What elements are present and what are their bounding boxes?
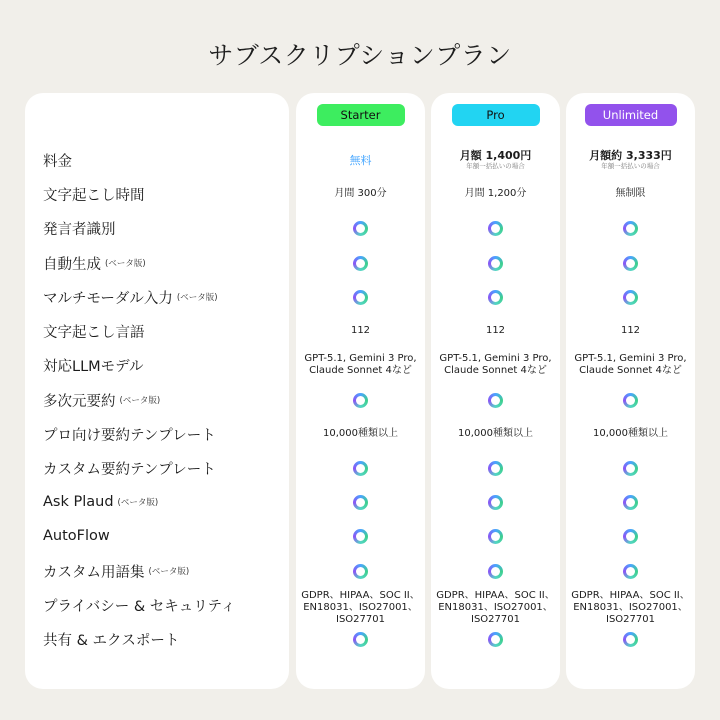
cell-custom-templates — [431, 451, 560, 485]
cell-multimodal-input — [566, 280, 695, 314]
plan-badge-unlimited: Unlimited — [585, 104, 677, 126]
row-label-autoflow — [43, 519, 114, 553]
check-icon — [353, 632, 368, 647]
cell-share-export — [296, 622, 425, 656]
row-label-share-export — [43, 622, 183, 656]
price-text: 月額 1,400円 — [459, 149, 532, 162]
security-line: GDPR、HIPAA、SOC II、 — [436, 590, 555, 601]
cell-languages — [431, 314, 560, 348]
price-text: 無料 — [349, 154, 372, 167]
check-icon — [488, 461, 503, 476]
cell-price — [566, 143, 695, 177]
row-label-text: 文字起こし言語 — [43, 324, 145, 341]
check-icon — [623, 495, 638, 510]
check-icon — [488, 221, 503, 236]
row-label-note: (ベータ版) — [119, 396, 161, 406]
check-icon — [623, 529, 638, 544]
row-label-multimodal-input — [43, 280, 218, 314]
check-icon — [353, 529, 368, 544]
cell-auto-generation — [431, 246, 560, 280]
page-title: サブスクリプションプラン — [208, 41, 512, 70]
security-line: ISO27701 — [471, 614, 520, 625]
cell-multi-dim-summary — [431, 383, 560, 417]
check-icon — [488, 564, 503, 579]
cell-ask-plaud — [431, 485, 560, 519]
row-label-text: 自動生成 — [43, 256, 101, 273]
row-label-text: Ask Plaud — [43, 494, 114, 510]
cell-auto-generation — [296, 246, 425, 280]
cell-price — [296, 143, 425, 177]
security-line: ISO27701 — [336, 614, 385, 625]
check-icon — [353, 564, 368, 579]
cell-multimodal-input — [296, 280, 425, 314]
row-label-transcription-languages — [43, 314, 149, 348]
plan-badge-pro: Pro — [452, 104, 540, 126]
check-icon — [623, 221, 638, 236]
price-note: 年額一括払いの場合 — [601, 162, 660, 170]
security-line: EN18031、ISO27001、 — [438, 602, 553, 613]
cell-ask-plaud — [566, 485, 695, 519]
check-icon — [623, 393, 638, 408]
security-line: EN18031、ISO27001、 — [303, 602, 418, 613]
row-label-multi-dim-summary — [43, 383, 160, 417]
check-icon — [488, 529, 503, 544]
row-label-text: カスタム用語集 — [43, 564, 145, 581]
row-label-auto-generation — [43, 246, 146, 280]
row-label-speaker-id — [43, 211, 120, 245]
cell-llm-models — [431, 348, 560, 382]
check-icon — [353, 256, 368, 271]
transcription-time-text: 月間 1,200分 — [464, 188, 527, 199]
cell-multi-dim-summary — [566, 383, 695, 417]
row-label-note: (ベータ版) — [105, 259, 146, 269]
cell-speaker-id — [431, 211, 560, 245]
transcription-time-text: 月間 300分 — [334, 188, 387, 199]
check-icon — [353, 221, 368, 236]
cell-share-export — [566, 622, 695, 656]
cell-speaker-id — [566, 211, 695, 245]
plan-badge-starter: Starter — [317, 104, 405, 126]
cell-auto-generation — [566, 246, 695, 280]
check-icon — [488, 290, 503, 305]
check-icon — [488, 393, 503, 408]
languages-text: 112 — [485, 325, 506, 336]
cell-speaker-id — [296, 211, 425, 245]
check-icon — [623, 461, 638, 476]
cell-custom-glossary — [431, 554, 560, 588]
row-label-text: 発言者識別 — [43, 221, 116, 238]
pro-templates-text: 10,000種類以上 — [323, 428, 398, 439]
row-label-privacy-security — [43, 588, 239, 622]
row-label-text: 文字起こし時間 — [43, 187, 145, 204]
cell-autoflow — [431, 519, 560, 553]
plan-card-unlimited — [566, 93, 695, 689]
row-label-text: 多次元要約 — [43, 393, 116, 410]
row-label-text: 料金 — [43, 153, 72, 170]
row-label-ask-plaud — [43, 485, 158, 519]
check-icon — [353, 290, 368, 305]
cell-autoflow — [296, 519, 425, 553]
row-label-note: (ベータ版) — [176, 293, 218, 303]
llm-line: Claude Sonnet 4など — [579, 365, 682, 376]
cell-pro-templates — [431, 417, 560, 451]
price-text: 月額約 3,333円 — [589, 149, 672, 162]
cell-languages — [296, 314, 425, 348]
cell-languages — [566, 314, 695, 348]
cell-custom-templates — [566, 451, 695, 485]
cell-transcription-time — [296, 177, 425, 211]
cell-autoflow — [566, 519, 695, 553]
cell-custom-templates — [296, 451, 425, 485]
languages-text: 112 — [620, 325, 641, 336]
cell-llm-models — [296, 348, 425, 382]
security-line: ISO27701 — [606, 614, 655, 625]
cell-llm-models — [566, 348, 695, 382]
check-icon — [353, 393, 368, 408]
row-label-note: (ベータ版) — [148, 567, 190, 577]
row-label-text: プライバシー & セキュリティ — [43, 598, 236, 615]
check-icon — [623, 256, 638, 271]
cell-transcription-time — [566, 177, 695, 211]
feature-label-card — [25, 93, 289, 689]
row-label-text: 共有 & エクスポート — [43, 632, 180, 649]
cell-multimodal-input — [431, 280, 560, 314]
check-icon — [488, 632, 503, 647]
row-label-text: カスタム要約テンプレート — [43, 461, 216, 478]
check-icon — [488, 256, 503, 271]
cell-custom-glossary — [296, 554, 425, 588]
cell-ask-plaud — [296, 485, 425, 519]
check-icon — [353, 461, 368, 476]
llm-line: Claude Sonnet 4など — [444, 365, 547, 376]
row-label-price — [43, 143, 76, 177]
price-note: 年額一括払いの場合 — [466, 162, 525, 170]
cell-transcription-time — [431, 177, 560, 211]
check-icon — [623, 632, 638, 647]
security-line: GDPR、HIPAA、SOC II、 — [571, 590, 690, 601]
row-label-text: マルチモーダル入力 — [43, 290, 173, 307]
llm-line: GPT-5.1, Gemini 3 Pro, — [304, 353, 417, 364]
plan-card-pro — [431, 93, 560, 689]
row-label-text: AutoFlow — [43, 528, 110, 544]
row-label-text: プロ向け要約テンプレート — [43, 427, 216, 444]
languages-text: 112 — [350, 325, 371, 336]
transcription-time-text: 無制限 — [615, 188, 646, 199]
cell-custom-glossary — [566, 554, 695, 588]
plan-card-starter — [296, 93, 425, 689]
security-line: GDPR、HIPAA、SOC II、 — [301, 590, 420, 601]
check-icon — [488, 495, 503, 510]
row-label-custom-templates — [43, 451, 220, 485]
row-label-text: 対応LLMモデル — [43, 358, 144, 375]
pro-templates-text: 10,000種類以上 — [458, 428, 533, 439]
row-label-pro-templates — [43, 417, 220, 451]
check-icon — [623, 290, 638, 305]
row-label-transcription-time — [43, 177, 149, 211]
cell-pro-templates — [296, 417, 425, 451]
pro-templates-text: 10,000種類以上 — [593, 428, 668, 439]
row-label-llm-models — [43, 348, 147, 382]
row-label-custom-glossary — [43, 554, 189, 588]
llm-line: GPT-5.1, Gemini 3 Pro, — [439, 353, 552, 364]
check-icon — [623, 564, 638, 579]
cell-pro-templates — [566, 417, 695, 451]
row-label-note: (ベータ版) — [117, 498, 159, 508]
cell-multi-dim-summary — [296, 383, 425, 417]
check-icon — [353, 495, 368, 510]
cell-share-export — [431, 622, 560, 656]
security-line: EN18031、ISO27001、 — [573, 602, 688, 613]
llm-line: Claude Sonnet 4など — [309, 365, 412, 376]
cell-price — [431, 143, 560, 177]
llm-line: GPT-5.1, Gemini 3 Pro, — [574, 353, 687, 364]
